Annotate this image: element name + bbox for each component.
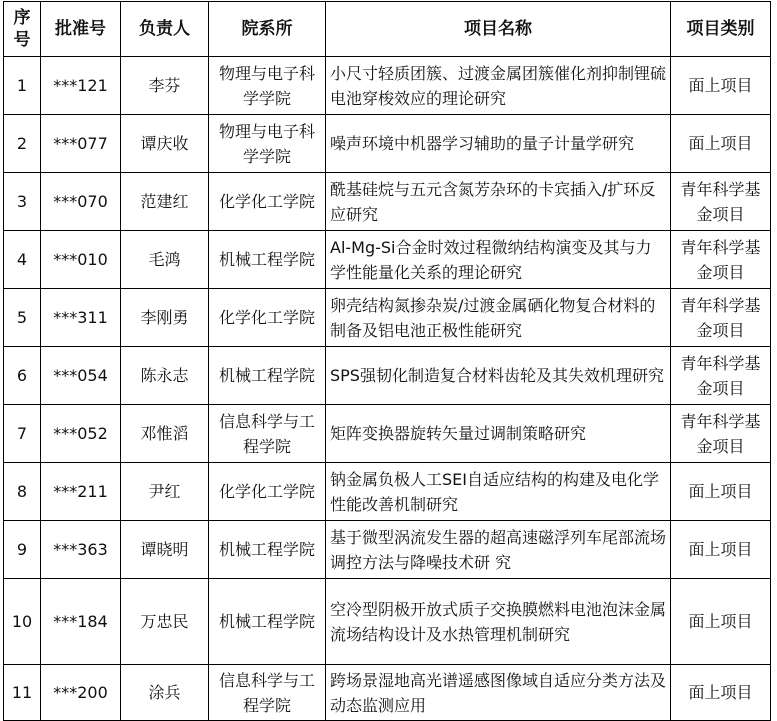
- cell-project-type: 面上项目: [671, 579, 771, 665]
- cell-project-type: 青年科学基金项目: [671, 405, 771, 463]
- cell-project-title: 基于微型涡流发生器的超高速磁浮列车尾部流场调控方法与降噪技术研 究: [326, 521, 671, 579]
- cell-serial-no: 8: [4, 463, 41, 521]
- table-row: [4, 57, 771, 115]
- cell-department: 信息科学与工程学院: [209, 665, 326, 721]
- header-project-title: 项目名称: [326, 2, 671, 57]
- cell-project-title: Al-Mg-Si合金时效过程微纳结构演变及其与力学性能量化关系的理论研究: [326, 231, 671, 289]
- cell-department: 机械工程学院: [209, 231, 326, 289]
- header-person: 负责人: [121, 2, 209, 57]
- cell-department: 化学化工学院: [209, 173, 326, 231]
- cell-serial-no: 5: [4, 289, 41, 347]
- table-row: [4, 347, 771, 405]
- cell-approval-no: ***200: [41, 665, 121, 721]
- cell-person: 涂兵: [121, 665, 209, 721]
- cell-project-type: 青年科学基金项目: [671, 173, 771, 231]
- cell-person: 毛鸿: [121, 231, 209, 289]
- cell-department: 化学化工学院: [209, 289, 326, 347]
- cell-person: 范建红: [121, 173, 209, 231]
- cell-department: 机械工程学院: [209, 521, 326, 579]
- cell-serial-no: 2: [4, 115, 41, 173]
- cell-project-type: 青年科学基金项目: [671, 289, 771, 347]
- cell-approval-no: ***054: [41, 347, 121, 405]
- cell-project-title: 钠金属负极人工SEI自适应结构的构建及电化学性能改善机制研究: [326, 463, 671, 521]
- cell-project-title: 跨场景湿地高光谱遥感图像域自适应分类方法及动态监测应用: [326, 665, 671, 721]
- cell-serial-no: 1: [4, 57, 41, 115]
- table-header-row: [4, 2, 771, 57]
- cell-project-title: 小尺寸轻质团簇、过渡金属团簇催化剂抑制锂硫电池穿梭效应的理论研究: [326, 57, 671, 115]
- table-row: [4, 665, 771, 721]
- table-row: [4, 579, 771, 665]
- cell-project-type: 面上项目: [671, 521, 771, 579]
- cell-approval-no: ***311: [41, 289, 121, 347]
- cell-person: 陈永志: [121, 347, 209, 405]
- cell-project-title: 矩阵变换器旋转矢量过调制策略研究: [326, 405, 671, 463]
- cell-person: 李芬: [121, 57, 209, 115]
- cell-serial-no: 10: [4, 579, 41, 665]
- cell-approval-no: ***070: [41, 173, 121, 231]
- cell-approval-no: ***121: [41, 57, 121, 115]
- cell-department: 机械工程学院: [209, 347, 326, 405]
- cell-approval-no: ***010: [41, 231, 121, 289]
- project-table: [3, 1, 771, 721]
- cell-department: 信息科学与工程学院: [209, 405, 326, 463]
- table-row: [4, 115, 771, 173]
- cell-department: 物理与电子科学学院: [209, 57, 326, 115]
- cell-serial-no: 6: [4, 347, 41, 405]
- header-approval-no: 批准号: [41, 2, 121, 57]
- cell-person: 谭晓明: [121, 521, 209, 579]
- cell-project-title: SPS强韧化制造复合材料齿轮及其失效机理研究: [326, 347, 671, 405]
- cell-project-title: 噪声环境中机器学习辅助的量子计量学研究: [326, 115, 671, 173]
- cell-approval-no: ***077: [41, 115, 121, 173]
- cell-approval-no: ***363: [41, 521, 121, 579]
- header-department: 院系所: [209, 2, 326, 57]
- table-row: [4, 405, 771, 463]
- table-row: [4, 521, 771, 579]
- cell-person: 邓惟滔: [121, 405, 209, 463]
- cell-person: 李刚勇: [121, 289, 209, 347]
- cell-approval-no: ***052: [41, 405, 121, 463]
- header-serial-no: 序号: [4, 2, 41, 57]
- cell-person: 尹红: [121, 463, 209, 521]
- cell-serial-no: 11: [4, 665, 41, 721]
- cell-project-type: 面上项目: [671, 463, 771, 521]
- table-row: [4, 289, 771, 347]
- cell-person: 谭庆收: [121, 115, 209, 173]
- table-row: [4, 231, 771, 289]
- cell-project-type: 面上项目: [671, 115, 771, 173]
- cell-project-title: 空冷型阴极开放式质子交换膜燃料电池泡沫金属流场结构设计及水热管理机制研究: [326, 579, 671, 665]
- cell-project-title: 酰基硅烷与五元含氮芳杂环的卡宾插入/扩环反应研究: [326, 173, 671, 231]
- cell-project-type: 青年科学基金项目: [671, 347, 771, 405]
- cell-serial-no: 4: [4, 231, 41, 289]
- cell-project-type: 面上项目: [671, 57, 771, 115]
- table-row: [4, 463, 771, 521]
- cell-department: 化学化工学院: [209, 463, 326, 521]
- cell-serial-no: 3: [4, 173, 41, 231]
- cell-project-title: 卵壳结构氮掺杂炭/过渡金属硒化物复合材料的制备及铝电池正极性能研究: [326, 289, 671, 347]
- cell-serial-no: 7: [4, 405, 41, 463]
- cell-serial-no: 9: [4, 521, 41, 579]
- cell-approval-no: ***184: [41, 579, 121, 665]
- cell-department: 物理与电子科学学院: [209, 115, 326, 173]
- cell-project-type: 青年科学基金项目: [671, 231, 771, 289]
- cell-person: 万忠民: [121, 579, 209, 665]
- cell-department: 机械工程学院: [209, 579, 326, 665]
- cell-approval-no: ***211: [41, 463, 121, 521]
- cell-project-type: 面上项目: [671, 665, 771, 721]
- header-project-type: 项目类别: [671, 2, 771, 57]
- table-row: [4, 173, 771, 231]
